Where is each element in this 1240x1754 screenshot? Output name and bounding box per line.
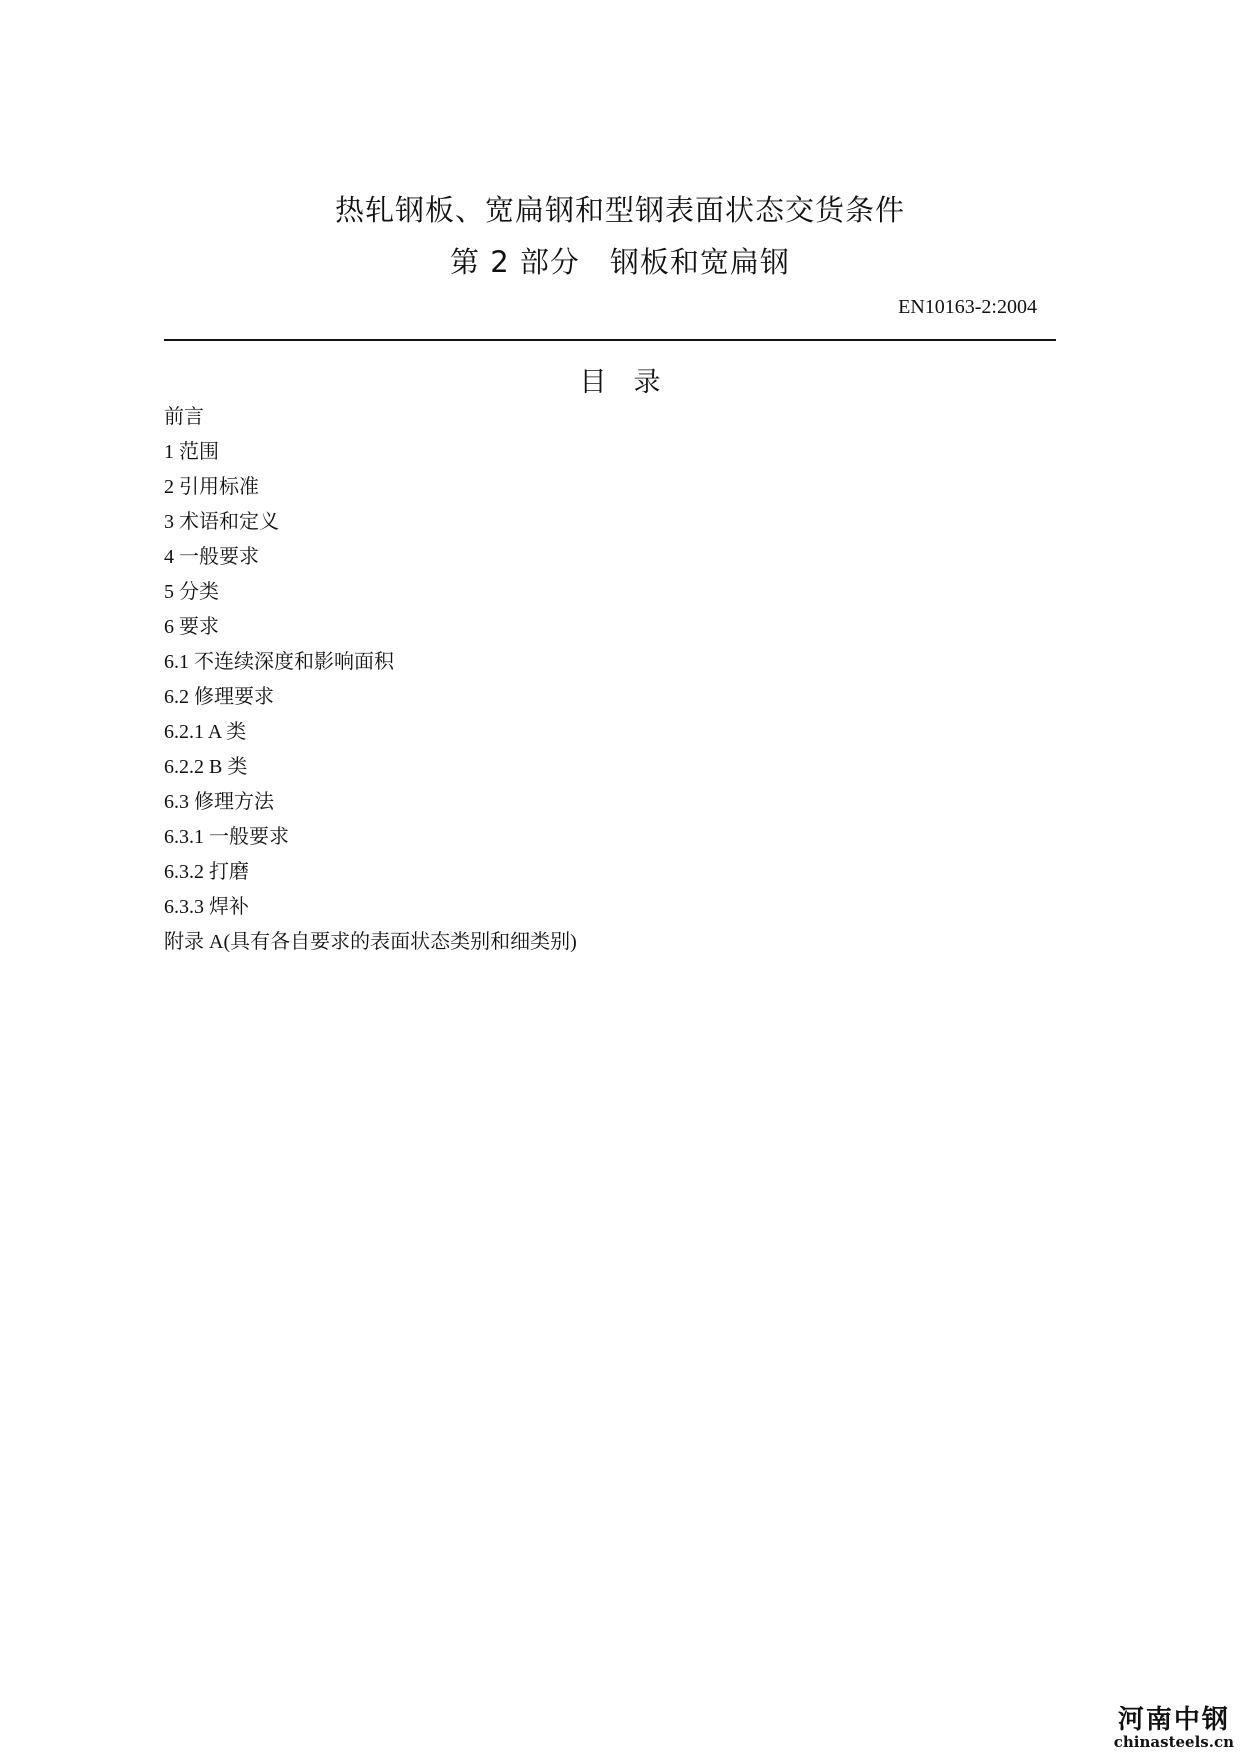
document-title: 热轧钢板、宽扁钢和型钢表面状态交货条件 [334,193,905,227]
toc-item-requirements: 6 要求 [164,616,219,638]
toc-item-6-3-2: 6.3.2 打磨 [164,861,249,883]
toc-item-general-requirements: 4 一般要求 [164,546,259,568]
table-of-contents [164,400,577,960]
toc-item-normative-references: 2 引用标准 [164,476,259,498]
watermark-logo [1114,1706,1234,1750]
toc-item-6-3-3: 6.3.3 焊补 [164,896,249,918]
header-divider [164,339,1056,341]
watermark-name: 河南中钢 [1117,1705,1230,1735]
toc-item-6-2-1: 6.2.1 A 类 [164,721,247,743]
toc-item-scope: 1 范围 [164,441,219,463]
toc-item-6-3-1: 6.3.1 一般要求 [164,826,289,848]
toc-item-foreword: 前言 [164,406,204,428]
toc-item-6-2: 6.2 修理要求 [164,686,274,708]
document-subtitle: 第 2 部分 钢板和宽扁钢 [450,245,790,279]
toc-item-classification: 5 分类 [164,581,219,603]
toc-heading: 目 录 [579,367,661,398]
toc-item-6-2-2: 6.2.2 B 类 [164,756,248,778]
toc-item-6-1: 6.1 不连续深度和影响面积 [164,651,394,673]
toc-item-annex-a: 附录 A(具有各自要求的表面状态类别和细类别) [164,931,577,953]
standard-code: EN10163-2:2004 [898,296,1037,318]
toc-item-terms-definitions: 3 术语和定义 [164,511,279,533]
watermark-url: chinasteels.cn [1113,1733,1234,1751]
toc-item-6-3: 6.3 修理方法 [164,791,274,813]
